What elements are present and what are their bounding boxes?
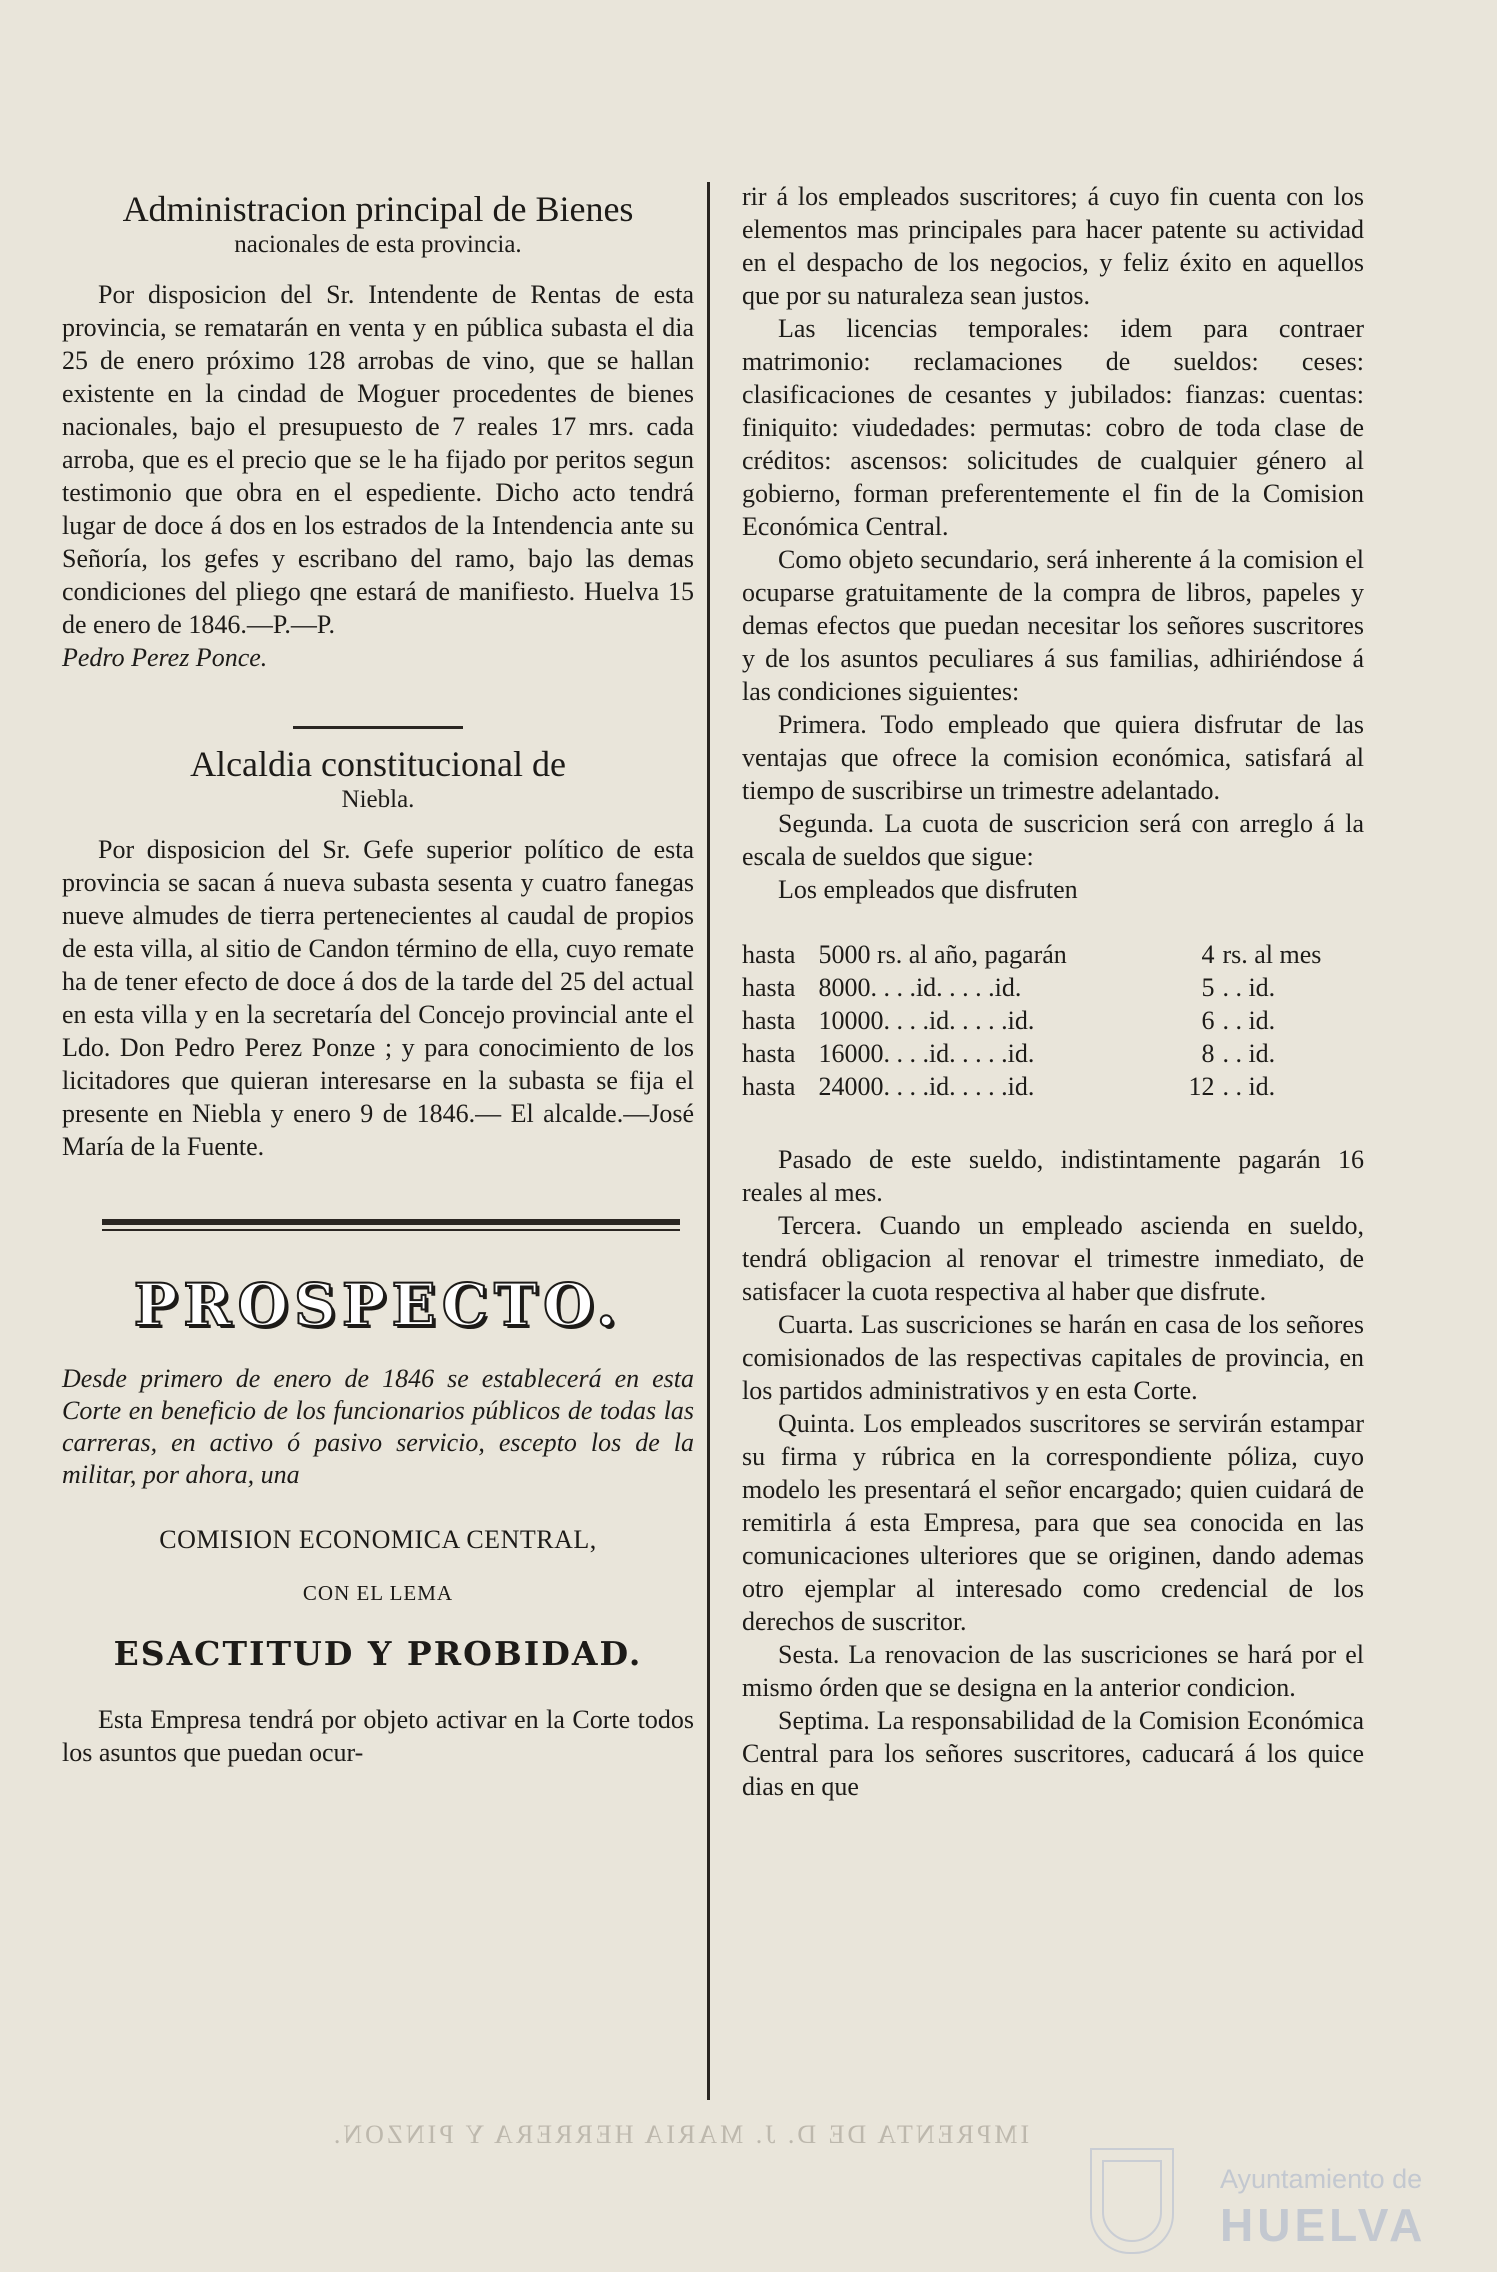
shield-inner (1102, 2160, 1162, 2242)
scale-cell: . . id. (1222, 1006, 1276, 1035)
prospecto-divider (102, 1219, 680, 1231)
divider-thin-line (102, 1229, 680, 1231)
condition-septima: Septima. La responsabilidad de la Comision Económica Central para los señores suscritores, caducará á los quice dias en que (742, 1706, 1364, 1801)
scale-cell: 5000 rs. al año, pagarán (818, 940, 1067, 969)
scale-cell: hasta (742, 1072, 796, 1101)
section-divider (293, 726, 463, 729)
scale-cell: rs. al mes (1222, 940, 1322, 969)
condition-cuarta: Cuarta. Las suscriciones se harán en casa de los señores comisionados de las respectivas capitales de provincia, en los partidos administrativos y en esta Corte. (742, 1310, 1364, 1405)
scale-cell: hasta (742, 973, 796, 1002)
scale-cell: 4 (1201, 940, 1215, 969)
coat-of-arms-icon (1090, 2148, 1174, 2254)
prospecto-intro: Desde primero de enero de 1846 se establecerá en esta Corte en beneficio de los funcionarios públicos de todas las carreras, en activo ó pasivo servicio, escepto los de la militar, por ahora, una (62, 1364, 694, 1489)
watermark-line2: HUELVA (1220, 2199, 1427, 2251)
scale-cell: . . id. (1222, 1039, 1276, 1068)
scale-intro: Los empleados que disfruten (778, 875, 1078, 904)
scale-cell: 12 (1188, 1072, 1215, 1101)
archive-watermark (1090, 2148, 1450, 2258)
condition-tercera: Tercera. Cuando un empleado ascienda en sueldo, tendrá obligacion al renovar el trimestre inmediato, de satisfacer la cuota respectiva al haber que disfrute. (742, 1211, 1364, 1306)
scale-cell: hasta (742, 940, 796, 969)
condition-quinta: Quinta. Los empleados suscritores se servirán estampar su firma y rúbrica en la correspondiente póliza, cuyo modelo les presentará el señor encargado; quien cuidará de remitirla á esta Empresa, para que sea conocida en las comunicaciones ulteriores que se originen, dando ademas otro ejemplar al interesado como credencial de los derechos de suscritor. (742, 1409, 1364, 1636)
commission-name: COMISION ECONOMICA CENTRAL, (159, 1525, 597, 1554)
scale-cell: 6 (1201, 1006, 1215, 1035)
admin-notice-signature: Pedro Perez Ponce. (62, 643, 268, 672)
scale-cell: 24000. . . .id. . . . .id. (818, 1072, 1035, 1101)
salary-scale-table (742, 938, 1364, 1103)
scale-cell: 5 (1201, 973, 1215, 1002)
scale-cell: hasta (742, 1006, 796, 1035)
admin-notice-body: Por disposicion del Sr. Intendente de Rentas de esta provincia, se rematarán en venta y en pública subasta el dia 25 de enero próximo 128 arrobas de vino, que se hallan existente en la cindad de Moguer procedentes de bienes nacionales, bajo el presupuesto de 7 reales 17 mrs. cada arroba, que es el precio que se le ha fijado por peritos segun testimonio que obra en el espediente. Dicho acto tendrá lugar de doce á dos en los estrados de la Intendencia ante su Señoría, los gefes y escribano del ramo, bajo las demas condiciones del pliego qne estará de manifiesto. Huelva 15 de enero de 1846.—P.—P. (62, 280, 694, 639)
table-row (742, 1070, 1364, 1103)
motto-label: CON EL LEMA (302, 1581, 454, 1605)
scale-cell: 8000. . . .id. . . . .id. (818, 973, 1022, 1002)
scale-note: Pasado de este sueldo, indistintamente pagarán 16 reales al mes. (742, 1145, 1364, 1207)
scale-cell: 16000. . . .id. . . . .id. (818, 1039, 1035, 1068)
divider-thick-line (102, 1219, 680, 1225)
condition-sesta: Sesta. La renovacion de las suscriciones se hará por el mismo órden que se designa en la anterior condicion. (742, 1640, 1364, 1702)
right-column (742, 180, 1364, 1803)
table-row (742, 971, 1364, 1004)
column-separator (707, 182, 710, 2100)
prospecto-licencias: Las licencias temporales: idem para contraer matrimonio: reclamaciones de sueldos: ceses: clasificaciones de cesantes y jubilados: fianzas: cuentas: finiquito: viudedades: permutas: cobro de toda clase de créditos: ascensos: solicitudes de cualquier género al gobierno, forman preferentemente el fin de la Comision Económica Central. (742, 314, 1364, 541)
table-row (742, 1037, 1364, 1070)
condition-primera: Primera. Todo empleado que quiera disfrutar de las ventajas que ofrece la comision económica, satisfará al tiempo de suscribirse un trimestre adelantado. (742, 710, 1364, 805)
table-row (742, 1004, 1364, 1037)
empresa-paragraph: Esta Empresa tendrá por objeto activar en la Corte todos los asuntos que puedan ocur- (62, 1705, 694, 1767)
motto: ESACTITUD Y PROBIDAD. (113, 1634, 643, 1673)
scale-cell: . . id. (1222, 1072, 1276, 1101)
admin-section-subtitle: nacionales de esta provincia. (234, 231, 522, 258)
scale-cell: hasta (742, 1039, 796, 1068)
alcaldia-section-subtitle: Niebla. (341, 786, 415, 813)
condition-segunda: Segunda. La cuota de suscricion será con arreglo á la escala de sueldos que sigue: (742, 809, 1364, 871)
prospecto-continuation: rir á los empleados suscritores; á cuyo fin cuenta con los elementos mas principales para hacer patente su actividad en el despacho de los negocios, y feliz éxito en aquellos que por su naturaleza sean justos. (742, 182, 1364, 310)
table-row (742, 938, 1364, 971)
scale-cell: 8 (1201, 1039, 1215, 1068)
watermark-line1: Ayuntamiento de (1220, 2164, 1423, 2194)
left-column (62, 180, 694, 1769)
admin-section-title: Administracion principal de Bienes (122, 189, 634, 229)
scale-cell: . . id. (1222, 973, 1276, 1002)
prospecto-heading: PROSPECTO. (133, 1271, 623, 1339)
alcaldia-section-title: Alcaldia constitucional de (190, 744, 566, 784)
alcaldia-notice-body: Por disposicion del Sr. Gefe superior político de esta provincia se sacan á nueva subasta sesenta y cuatro fanegas nueve almudes de tierra pertenecientes al caudal de propios de esta villa, al sitio de Candon término de ella, cuyo remate ha de tener efecto de doce á dos de la tarde del 25 del actual en esta villa y en la secretaría del Concejo provincial ante el Ldo. Don Pedro Perez Ponze ; y para conocimiento de los licitadores que quieran interesarse en la subasta se fija el presente en Niebla y enero 9 de 1846.— El alcalde.—José María de la Fuente. (62, 835, 694, 1161)
bleed-through-imprint: IMPRENTA DE D. J. MARIA HERRERA Y PINZON. (330, 2120, 1030, 2149)
prospecto-objeto-secundario: Como objeto secundario, será inherente á la comision el ocuparse gratuitamente de la compra de libros, papeles y demas efectos que puedan necesitar los señores suscritores y de los asuntos peculiares á sus familias, adhiriéndose á las condiciones siguientes: (742, 545, 1364, 706)
scale-cell: 10000. . . .id. . . . .id. (818, 1006, 1035, 1035)
